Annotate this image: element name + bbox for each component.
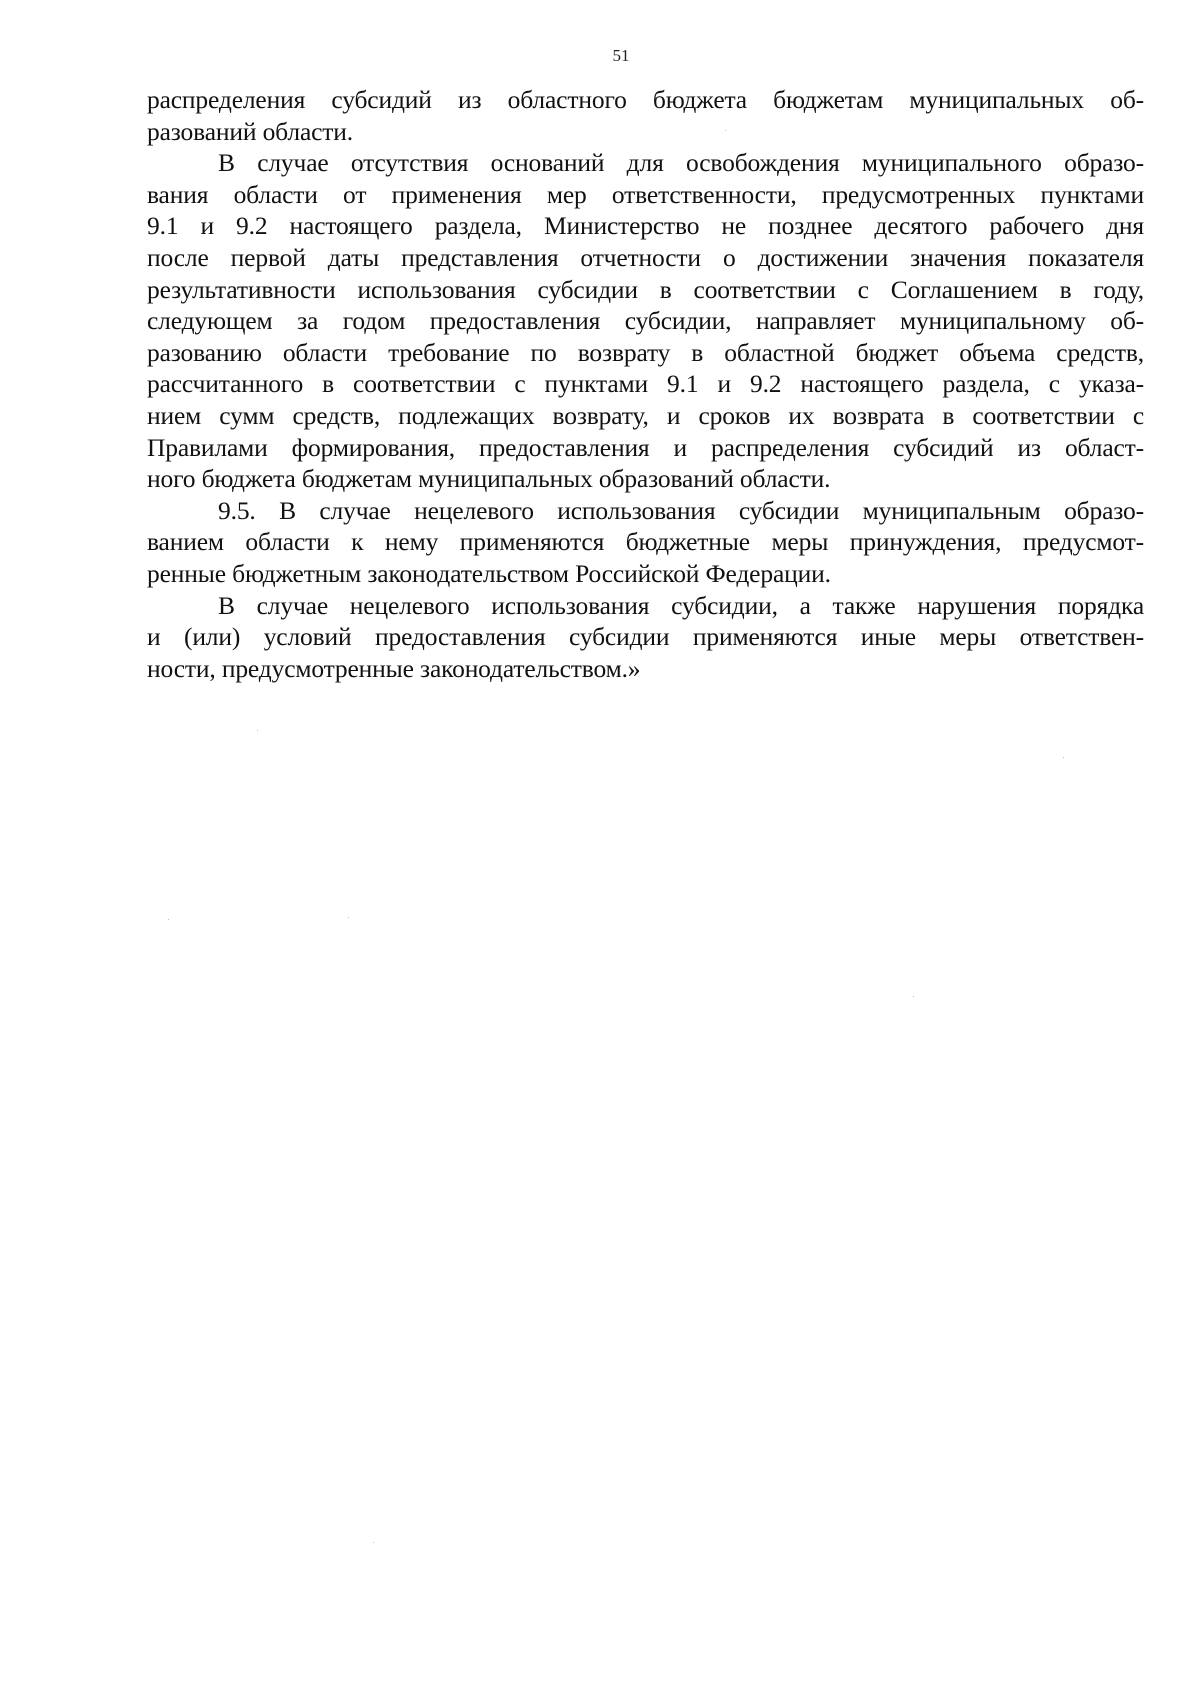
text-line: В случае нецелевого использования субсидии, а также нарушения порядка [218,590,1144,620]
scan-speck [913,996,914,997]
scan-speck [168,919,169,920]
text-line: ванием области к нему применяются бюджетные меры принуждения, предусмот- [147,527,1144,557]
text-line: Правилами формирования, предоставления и распределения субсидий из област- [147,432,1144,462]
text-line: после первой даты представления отчетности о достижении значения показателя [147,242,1144,272]
text-line: следующем за годом предоставления субсидии, направляет муниципальному об- [147,306,1144,336]
scan-speck [257,730,258,731]
paragraph-1 [147,84,1144,147]
text-line: В случае отсутствия оснований для освобождения муниципального образо- [218,148,1144,178]
text-line: нием сумм средств, подлежащих возврату, и сроков их возврата в соответствии с [147,400,1144,430]
scan-speck [348,917,349,918]
scan-speck [1063,757,1064,758]
text-line: ного бюджета бюджетам муниципальных образований области. [147,464,831,494]
body-text [147,84,1144,684]
scan-speck [373,1542,374,1543]
paragraph-4 [147,590,1144,685]
text-line: результативности использования субсидии в соответствии с Соглашением в году, [147,274,1144,304]
text-line: ренные бюджетным законодательством Российской Федерации. [147,558,831,588]
paragraph-3 [147,495,1144,590]
paragraph-2 [147,147,1144,495]
scan-speck [725,130,726,131]
page-number: 51 [612,46,630,65]
text-line: рассчитанного в соответствии с пунктами 9.1 и 9.2 настоящего раздела, с указа- [147,369,1144,399]
text-line: разований области. [147,116,353,146]
text-line: вания области от применения мер ответственности, предусмотренных пунктами [147,179,1144,209]
text-line: 9.1 и 9.2 настоящего раздела, Министерство не позднее десятого рабочего дня [147,211,1144,241]
text-line: 9.5. В случае нецелевого использования субсидии муниципальным образо- [218,495,1144,525]
text-line: разованию области требование по возврату в областной бюджет объема средств, [147,337,1144,367]
text-line: распределения субсидий из областного бюджета бюджетам муниципальных об- [147,85,1144,114]
text-line: и (или) условий предоставления субсидии применяются иные меры ответствен- [147,622,1144,652]
text-line: ности, предусмотренные законодательством.» [147,653,641,683]
